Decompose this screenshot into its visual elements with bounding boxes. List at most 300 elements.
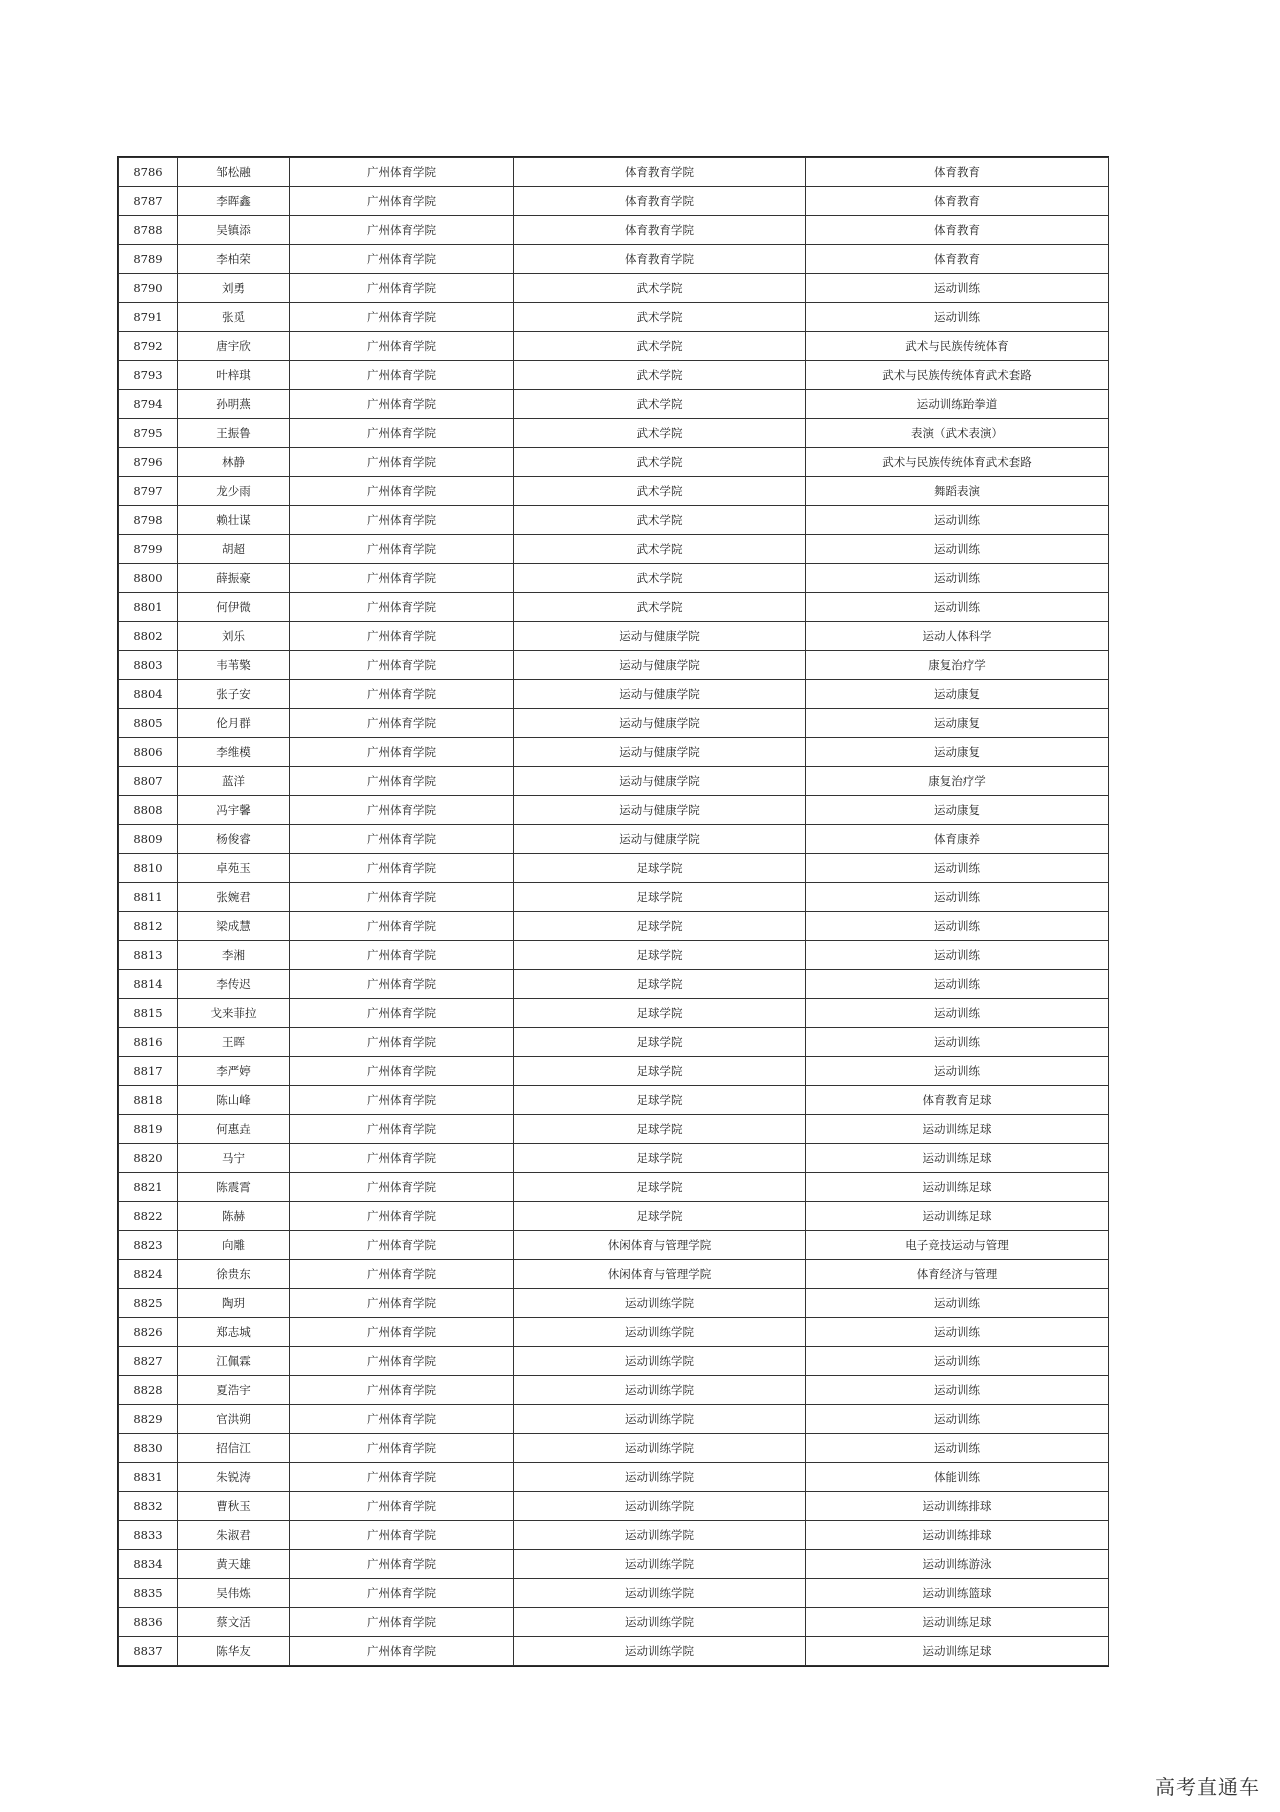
school-cell: 广州体育学院 — [290, 245, 514, 274]
student-name-cell: 蔡文活 — [178, 1608, 290, 1637]
college-cell: 运动训练学院 — [514, 1521, 806, 1550]
table-row — [119, 477, 1109, 506]
serial-number-cell: 8827 — [119, 1347, 178, 1376]
college-cell: 运动与健康学院 — [514, 622, 806, 651]
college-cell: 足球学院 — [514, 1028, 806, 1057]
school-cell: 广州体育学院 — [290, 1086, 514, 1115]
student-name-cell: 陶玥 — [178, 1289, 290, 1318]
table-row — [119, 970, 1109, 999]
school-cell: 广州体育学院 — [290, 825, 514, 854]
student-name-cell: 梁成慧 — [178, 912, 290, 941]
table-row — [119, 1028, 1109, 1057]
serial-number-cell: 8814 — [119, 970, 178, 999]
table-row — [119, 564, 1109, 593]
serial-number-cell: 8791 — [119, 303, 178, 332]
college-cell: 武术学院 — [514, 303, 806, 332]
school-cell: 广州体育学院 — [290, 651, 514, 680]
college-cell: 武术学院 — [514, 361, 806, 390]
table-row — [119, 419, 1109, 448]
serial-number-cell: 8820 — [119, 1144, 178, 1173]
college-cell: 运动训练学院 — [514, 1289, 806, 1318]
college-cell: 运动训练学院 — [514, 1637, 806, 1666]
major-cell: 体育康养 — [806, 825, 1109, 854]
major-cell: 运动康复 — [806, 796, 1109, 825]
college-cell: 体育教育学院 — [514, 158, 806, 187]
major-cell: 运动训练 — [806, 912, 1109, 941]
serial-number-cell: 8808 — [119, 796, 178, 825]
major-cell: 运动训练足球 — [806, 1173, 1109, 1202]
student-name-cell: 邹松融 — [178, 158, 290, 187]
table-row — [119, 1347, 1109, 1376]
student-name-cell: 王晖 — [178, 1028, 290, 1057]
school-cell: 广州体育学院 — [290, 1521, 514, 1550]
school-cell: 广州体育学院 — [290, 1028, 514, 1057]
major-cell: 康复治疗学 — [806, 651, 1109, 680]
major-cell: 运动训练 — [806, 506, 1109, 535]
college-cell: 武术学院 — [514, 332, 806, 361]
school-cell: 广州体育学院 — [290, 1463, 514, 1492]
major-cell: 运动训练排球 — [806, 1492, 1109, 1521]
table-row — [119, 1608, 1109, 1637]
school-cell: 广州体育学院 — [290, 1173, 514, 1202]
school-cell: 广州体育学院 — [290, 274, 514, 303]
school-cell: 广州体育学院 — [290, 1144, 514, 1173]
serial-number-cell: 8797 — [119, 477, 178, 506]
major-cell: 运动训练 — [806, 970, 1109, 999]
major-cell: 运动康复 — [806, 680, 1109, 709]
serial-number-cell: 8812 — [119, 912, 178, 941]
serial-number-cell: 8824 — [119, 1260, 178, 1289]
serial-number-cell: 8799 — [119, 535, 178, 564]
student-name-cell: 冯宇馨 — [178, 796, 290, 825]
college-cell: 足球学院 — [514, 1173, 806, 1202]
student-name-cell: 唐宇欣 — [178, 332, 290, 361]
major-cell: 运动康复 — [806, 709, 1109, 738]
college-cell: 足球学院 — [514, 912, 806, 941]
college-cell: 武术学院 — [514, 274, 806, 303]
table-row — [119, 999, 1109, 1028]
serial-number-cell: 8817 — [119, 1057, 178, 1086]
college-cell: 武术学院 — [514, 564, 806, 593]
table-row — [119, 448, 1109, 477]
serial-number-cell: 8809 — [119, 825, 178, 854]
serial-number-cell: 8794 — [119, 390, 178, 419]
college-cell: 足球学院 — [514, 1115, 806, 1144]
serial-number-cell: 8796 — [119, 448, 178, 477]
table-row — [119, 187, 1109, 216]
table-row — [119, 1637, 1109, 1666]
serial-number-cell: 8800 — [119, 564, 178, 593]
major-cell: 运动训练 — [806, 999, 1109, 1028]
student-name-cell: 朱淑君 — [178, 1521, 290, 1550]
college-cell: 运动训练学院 — [514, 1405, 806, 1434]
table-row — [119, 245, 1109, 274]
serial-number-cell: 8822 — [119, 1202, 178, 1231]
student-name-cell: 李严婷 — [178, 1057, 290, 1086]
table-row — [119, 680, 1109, 709]
college-cell: 运动与健康学院 — [514, 767, 806, 796]
school-cell: 广州体育学院 — [290, 854, 514, 883]
school-cell: 广州体育学院 — [290, 477, 514, 506]
table-row — [119, 622, 1109, 651]
serial-number-cell: 8793 — [119, 361, 178, 390]
student-name-cell: 夏浩宇 — [178, 1376, 290, 1405]
table-row — [119, 1405, 1109, 1434]
table-row — [119, 158, 1109, 187]
college-cell: 运动训练学院 — [514, 1318, 806, 1347]
student-name-cell: 龙少雨 — [178, 477, 290, 506]
college-cell: 武术学院 — [514, 390, 806, 419]
college-cell: 运动与健康学院 — [514, 651, 806, 680]
college-cell: 体育教育学院 — [514, 245, 806, 274]
admission-list-table — [118, 157, 1109, 1666]
student-name-cell: 李晖鑫 — [178, 187, 290, 216]
serial-number-cell: 8802 — [119, 622, 178, 651]
student-name-cell: 陈赫 — [178, 1202, 290, 1231]
student-name-cell: 张子安 — [178, 680, 290, 709]
college-cell: 足球学院 — [514, 970, 806, 999]
major-cell: 运动训练 — [806, 1405, 1109, 1434]
college-cell: 足球学院 — [514, 883, 806, 912]
college-cell: 运动与健康学院 — [514, 825, 806, 854]
table-row — [119, 274, 1109, 303]
table-row — [119, 216, 1109, 245]
school-cell: 广州体育学院 — [290, 1260, 514, 1289]
major-cell: 运动人体科学 — [806, 622, 1109, 651]
student-name-cell: 吴镇添 — [178, 216, 290, 245]
college-cell: 运动与健康学院 — [514, 738, 806, 767]
major-cell: 体育经济与管理 — [806, 1260, 1109, 1289]
table-row — [119, 1086, 1109, 1115]
major-cell: 运动训练足球 — [806, 1608, 1109, 1637]
college-cell: 运动训练学院 — [514, 1463, 806, 1492]
college-cell: 武术学院 — [514, 593, 806, 622]
school-cell: 广州体育学院 — [290, 1289, 514, 1318]
major-cell: 运动训练 — [806, 535, 1109, 564]
student-name-cell: 何伊微 — [178, 593, 290, 622]
college-cell: 体育教育学院 — [514, 216, 806, 245]
student-name-cell: 伦月群 — [178, 709, 290, 738]
table-row — [119, 361, 1109, 390]
serial-number-cell: 8810 — [119, 854, 178, 883]
major-cell: 运动训练 — [806, 593, 1109, 622]
table-row — [119, 738, 1109, 767]
serial-number-cell: 8825 — [119, 1289, 178, 1318]
student-name-cell: 刘勇 — [178, 274, 290, 303]
serial-number-cell: 8834 — [119, 1550, 178, 1579]
major-cell: 运动训练 — [806, 1347, 1109, 1376]
major-cell: 运动训练足球 — [806, 1115, 1109, 1144]
serial-number-cell: 8835 — [119, 1579, 178, 1608]
school-cell: 广州体育学院 — [290, 796, 514, 825]
serial-number-cell: 8837 — [119, 1637, 178, 1666]
table-row — [119, 941, 1109, 970]
student-name-cell: 刘乐 — [178, 622, 290, 651]
school-cell: 广州体育学院 — [290, 332, 514, 361]
serial-number-cell: 8828 — [119, 1376, 178, 1405]
student-name-cell: 卓苑玉 — [178, 854, 290, 883]
school-cell: 广州体育学院 — [290, 1347, 514, 1376]
table-row — [119, 767, 1109, 796]
student-name-cell: 杨俊睿 — [178, 825, 290, 854]
college-cell: 足球学院 — [514, 854, 806, 883]
college-cell: 运动训练学院 — [514, 1376, 806, 1405]
college-cell: 足球学院 — [514, 1202, 806, 1231]
student-name-cell: 江佩霖 — [178, 1347, 290, 1376]
school-cell: 广州体育学院 — [290, 1376, 514, 1405]
serial-number-cell: 8823 — [119, 1231, 178, 1260]
school-cell: 广州体育学院 — [290, 1231, 514, 1260]
major-cell: 运动训练足球 — [806, 1144, 1109, 1173]
table-row — [119, 1173, 1109, 1202]
student-name-cell: 林静 — [178, 448, 290, 477]
major-cell: 运动训练游泳 — [806, 1550, 1109, 1579]
major-cell: 运动训练 — [806, 941, 1109, 970]
school-cell: 广州体育学院 — [290, 883, 514, 912]
table-row — [119, 1492, 1109, 1521]
major-cell: 体育教育 — [806, 245, 1109, 274]
major-cell: 康复治疗学 — [806, 767, 1109, 796]
college-cell: 足球学院 — [514, 1057, 806, 1086]
major-cell: 体育教育 — [806, 187, 1109, 216]
school-cell: 广州体育学院 — [290, 912, 514, 941]
student-name-cell: 陈华友 — [178, 1637, 290, 1666]
serial-number-cell: 8816 — [119, 1028, 178, 1057]
student-name-cell: 孙明燕 — [178, 390, 290, 419]
major-cell: 电子竞技运动与管理 — [806, 1231, 1109, 1260]
table-row — [119, 332, 1109, 361]
school-cell: 广州体育学院 — [290, 680, 514, 709]
table-row — [119, 1057, 1109, 1086]
table-row — [119, 593, 1109, 622]
major-cell: 武术与民族传统体育 — [806, 332, 1109, 361]
student-name-cell: 李维模 — [178, 738, 290, 767]
college-cell: 武术学院 — [514, 535, 806, 564]
serial-number-cell: 8832 — [119, 1492, 178, 1521]
serial-number-cell: 8826 — [119, 1318, 178, 1347]
student-name-cell: 胡超 — [178, 535, 290, 564]
school-cell: 广州体育学院 — [290, 622, 514, 651]
college-cell: 足球学院 — [514, 1144, 806, 1173]
student-name-cell: 叶梓琪 — [178, 361, 290, 390]
serial-number-cell: 8786 — [119, 158, 178, 187]
major-cell: 运动训练 — [806, 1289, 1109, 1318]
college-cell: 武术学院 — [514, 448, 806, 477]
serial-number-cell: 8813 — [119, 941, 178, 970]
student-name-cell: 陈震霄 — [178, 1173, 290, 1202]
college-cell: 足球学院 — [514, 941, 806, 970]
serial-number-cell: 8815 — [119, 999, 178, 1028]
school-cell: 广州体育学院 — [290, 709, 514, 738]
school-cell: 广州体育学院 — [290, 738, 514, 767]
major-cell: 武术与民族传统体育武术套路 — [806, 448, 1109, 477]
college-cell: 武术学院 — [514, 419, 806, 448]
school-cell: 广州体育学院 — [290, 941, 514, 970]
student-name-cell: 张觅 — [178, 303, 290, 332]
student-name-cell: 何惠垚 — [178, 1115, 290, 1144]
student-name-cell: 招信江 — [178, 1434, 290, 1463]
school-cell: 广州体育学院 — [290, 1434, 514, 1463]
student-name-cell: 向雕 — [178, 1231, 290, 1260]
school-cell: 广州体育学院 — [290, 1115, 514, 1144]
major-cell: 运动训练 — [806, 303, 1109, 332]
school-cell: 广州体育学院 — [290, 1579, 514, 1608]
serial-number-cell: 8801 — [119, 593, 178, 622]
school-cell: 广州体育学院 — [290, 448, 514, 477]
table-row — [119, 1144, 1109, 1173]
college-cell: 运动训练学院 — [514, 1579, 806, 1608]
college-cell: 足球学院 — [514, 1086, 806, 1115]
school-cell: 广州体育学院 — [290, 970, 514, 999]
school-cell: 广州体育学院 — [290, 216, 514, 245]
table-row — [119, 825, 1109, 854]
serial-number-cell: 8829 — [119, 1405, 178, 1434]
student-name-cell: 陈山峰 — [178, 1086, 290, 1115]
school-cell: 广州体育学院 — [290, 767, 514, 796]
student-name-cell: 李传迟 — [178, 970, 290, 999]
school-cell: 广州体育学院 — [290, 390, 514, 419]
student-name-cell: 李湘 — [178, 941, 290, 970]
table-row — [119, 1434, 1109, 1463]
school-cell: 广州体育学院 — [290, 593, 514, 622]
serial-number-cell: 8830 — [119, 1434, 178, 1463]
table-row — [119, 1579, 1109, 1608]
major-cell: 运动训练 — [806, 854, 1109, 883]
table-row — [119, 1318, 1109, 1347]
major-cell: 运动训练 — [806, 1057, 1109, 1086]
student-name-cell: 曹秋玉 — [178, 1492, 290, 1521]
college-cell: 体育教育学院 — [514, 187, 806, 216]
table-row — [119, 1463, 1109, 1492]
table-row — [119, 651, 1109, 680]
major-cell: 运动训练 — [806, 883, 1109, 912]
table-row — [119, 912, 1109, 941]
student-name-cell: 张婉君 — [178, 883, 290, 912]
college-cell: 运动训练学院 — [514, 1347, 806, 1376]
serial-number-cell: 8795 — [119, 419, 178, 448]
table-row — [119, 883, 1109, 912]
school-cell: 广州体育学院 — [290, 535, 514, 564]
college-cell: 足球学院 — [514, 999, 806, 1028]
school-cell: 广州体育学院 — [290, 564, 514, 593]
student-name-cell: 戈来菲拉 — [178, 999, 290, 1028]
school-cell: 广州体育学院 — [290, 1405, 514, 1434]
student-name-cell: 赖壮谋 — [178, 506, 290, 535]
major-cell: 体育教育 — [806, 158, 1109, 187]
school-cell: 广州体育学院 — [290, 1057, 514, 1086]
table-row — [119, 1550, 1109, 1579]
serial-number-cell: 8807 — [119, 767, 178, 796]
student-name-cell: 朱锐涛 — [178, 1463, 290, 1492]
table-row — [119, 1260, 1109, 1289]
student-name-cell: 李柏荣 — [178, 245, 290, 274]
school-cell: 广州体育学院 — [290, 1608, 514, 1637]
major-cell: 运动训练 — [806, 564, 1109, 593]
serial-number-cell: 8804 — [119, 680, 178, 709]
school-cell: 广州体育学院 — [290, 1492, 514, 1521]
major-cell: 体育教育足球 — [806, 1086, 1109, 1115]
watermark-text: 高考直通车 — [1155, 1775, 1260, 1799]
major-cell: 运动训练跆拳道 — [806, 390, 1109, 419]
major-cell: 体能训练 — [806, 1463, 1109, 1492]
student-name-cell: 王振鲁 — [178, 419, 290, 448]
table-row — [119, 1289, 1109, 1318]
school-cell: 广州体育学院 — [290, 303, 514, 332]
college-cell: 运动与健康学院 — [514, 680, 806, 709]
major-cell: 运动训练 — [806, 1434, 1109, 1463]
major-cell: 体育教育 — [806, 216, 1109, 245]
major-cell: 运动训练篮球 — [806, 1579, 1109, 1608]
school-cell: 广州体育学院 — [290, 1550, 514, 1579]
table-row — [119, 1521, 1109, 1550]
school-cell: 广州体育学院 — [290, 361, 514, 390]
school-cell: 广州体育学院 — [290, 1637, 514, 1666]
college-cell: 运动与健康学院 — [514, 796, 806, 825]
major-cell: 武术与民族传统体育武术套路 — [806, 361, 1109, 390]
table-row — [119, 506, 1109, 535]
college-cell: 武术学院 — [514, 477, 806, 506]
major-cell: 运动训练 — [806, 1318, 1109, 1347]
college-cell: 运动训练学院 — [514, 1434, 806, 1463]
college-cell: 运动训练学院 — [514, 1492, 806, 1521]
serial-number-cell: 8818 — [119, 1086, 178, 1115]
college-cell: 休闲体育与管理学院 — [514, 1260, 806, 1289]
major-cell: 运动训练足球 — [806, 1637, 1109, 1666]
school-cell: 广州体育学院 — [290, 1202, 514, 1231]
serial-number-cell: 8833 — [119, 1521, 178, 1550]
serial-number-cell: 8806 — [119, 738, 178, 767]
college-cell: 运动与健康学院 — [514, 709, 806, 738]
serial-number-cell: 8792 — [119, 332, 178, 361]
serial-number-cell: 8811 — [119, 883, 178, 912]
table-row — [119, 303, 1109, 332]
serial-number-cell: 8831 — [119, 1463, 178, 1492]
college-cell: 休闲体育与管理学院 — [514, 1231, 806, 1260]
college-cell: 运动训练学院 — [514, 1608, 806, 1637]
serial-number-cell: 8789 — [119, 245, 178, 274]
table-row — [119, 1231, 1109, 1260]
serial-number-cell: 8819 — [119, 1115, 178, 1144]
serial-number-cell: 8788 — [119, 216, 178, 245]
serial-number-cell: 8798 — [119, 506, 178, 535]
student-name-cell: 官洪朔 — [178, 1405, 290, 1434]
student-name-cell: 黄天雄 — [178, 1550, 290, 1579]
student-name-cell: 徐贵东 — [178, 1260, 290, 1289]
serial-number-cell: 8803 — [119, 651, 178, 680]
college-cell: 运动训练学院 — [514, 1550, 806, 1579]
serial-number-cell: 8790 — [119, 274, 178, 303]
major-cell: 运动康复 — [806, 738, 1109, 767]
table-row — [119, 796, 1109, 825]
serial-number-cell: 8787 — [119, 187, 178, 216]
student-name-cell: 马宁 — [178, 1144, 290, 1173]
table-row — [119, 1115, 1109, 1144]
table-row — [119, 535, 1109, 564]
school-cell: 广州体育学院 — [290, 506, 514, 535]
table-row — [119, 390, 1109, 419]
serial-number-cell: 8836 — [119, 1608, 178, 1637]
student-name-cell: 韦苇檠 — [178, 651, 290, 680]
student-name-cell: 蓝洋 — [178, 767, 290, 796]
student-name-cell: 吴伟炼 — [178, 1579, 290, 1608]
table-row — [119, 854, 1109, 883]
school-cell: 广州体育学院 — [290, 1318, 514, 1347]
major-cell: 舞蹈表演 — [806, 477, 1109, 506]
college-cell: 武术学院 — [514, 506, 806, 535]
major-cell: 运动训练足球 — [806, 1202, 1109, 1231]
major-cell: 运动训练 — [806, 274, 1109, 303]
student-name-cell: 郑志城 — [178, 1318, 290, 1347]
